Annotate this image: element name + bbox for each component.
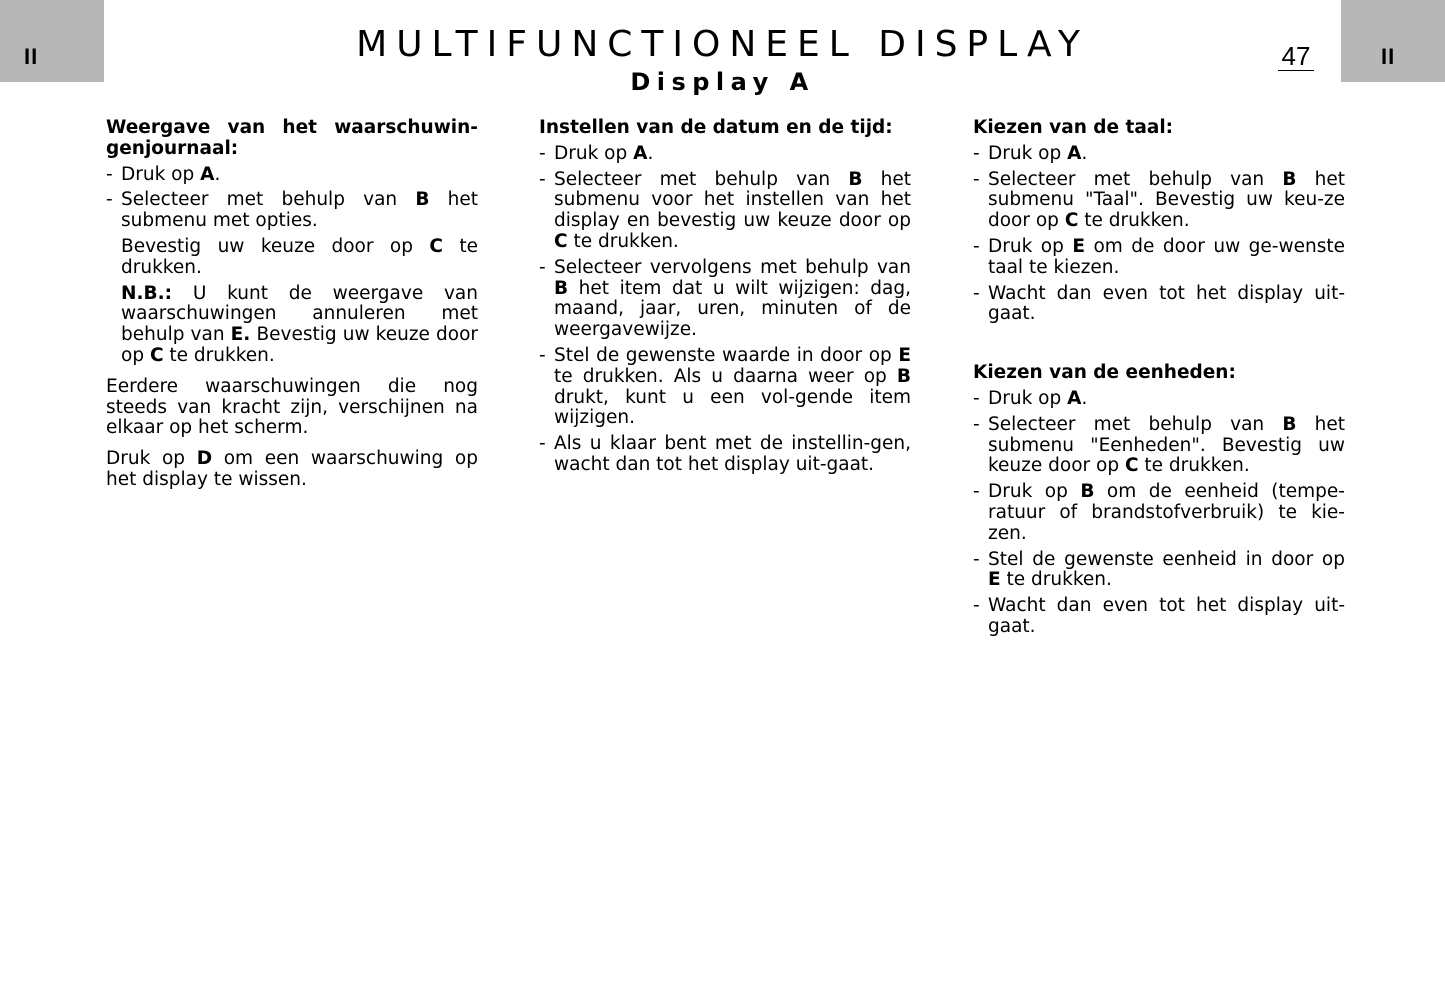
list-item: - Stel de gewenste waarde in door op E te drukken. Als u daarna weer op B drukt, kunt u een vol-gende item wijzigen. <box>539 346 911 429</box>
list-item: - Druk op A. <box>539 144 911 165</box>
section-heading-language: Kiezen van de taal: <box>973 117 1174 138</box>
paragraph-earlier-warnings: Eerdere waarschuwingen die nog steeds van kracht zijn, verschijnen na elkaar op het scherm. <box>106 375 478 439</box>
section-heading-units: Kiezen van de eenheden: <box>973 362 1236 384</box>
column-warning-log <box>106 118 478 501</box>
column-date-time <box>539 118 911 481</box>
list-item: - Stel de gewenste eenheid in door op E te drukken. <box>973 550 1345 592</box>
list-item: - Selecteer vervolgens met behulp van B het item dat u wilt wijzigen: dag, maand, jaar, uren, minuten of de weergavewijze. <box>539 258 911 341</box>
list-item: - Selecteer met behulp van B het submenu voor het instellen van het display en bevestig uw keuze door op C te drukken. <box>539 170 911 253</box>
list-item: - Druk op A. <box>973 144 1345 165</box>
confirm-note: Bevestig uw keuze door op C te drukken. <box>121 235 478 278</box>
warning-log-steps <box>106 165 478 232</box>
list-item: - Selecteer met behulp van B het submenu met opties. <box>106 190 478 232</box>
chapter-tab-left: II <box>0 0 104 82</box>
page-title: MULTIFUNCTIONEEL DISPLAY <box>356 24 1089 65</box>
list-item: - Wacht dan even tot het display uit-gaat. <box>973 284 1345 326</box>
column-language-units <box>973 118 1345 643</box>
section-heading-date-time: Instellen van de datum en de tijd: <box>539 117 893 138</box>
list-item: - Selecteer met behulp van B het submenu "Eenheden". Bevestig uw keuze door op C te drukken. <box>973 415 1345 477</box>
list-item: - Druk op A. <box>106 165 478 186</box>
list-item: - Druk op A. <box>973 389 1345 410</box>
section-heading-warning-log: Weergave van het waarschuwin-genjournaal: <box>106 117 478 159</box>
date-time-steps <box>539 144 911 476</box>
page-number: 47 <box>1278 42 1314 71</box>
units-steps <box>973 389 1345 638</box>
chapter-tab-right: II <box>1341 0 1445 82</box>
page-subtitle: Display A <box>630 68 815 96</box>
list-item: - Als u klaar bent met de instellin-gen, wacht dan tot het display uit-gaat. <box>539 434 911 476</box>
list-item: - Druk op B om de eenheid (tempe-ratuur of brandstofverbruik) te kie-zen. <box>973 482 1345 544</box>
paragraph-clear-warning: Druk op D om een waarschuwing op het display te wissen. <box>106 448 478 490</box>
list-item: - Druk op E om de door uw ge-wenste taal te kiezen. <box>973 237 1345 279</box>
nb-note: N.B.: U kunt de weergave van waarschuwingen annuleren met behulp van E. Bevestig uw keuze door op C te drukken. <box>121 282 479 366</box>
list-item: - Selecteer met behulp van B het submenu "Taal". Bevestig uw keu-ze door op C te drukken. <box>973 170 1345 232</box>
language-steps <box>973 144 1345 325</box>
list-item: - Wacht dan even tot het display uit-gaat. <box>973 596 1345 638</box>
